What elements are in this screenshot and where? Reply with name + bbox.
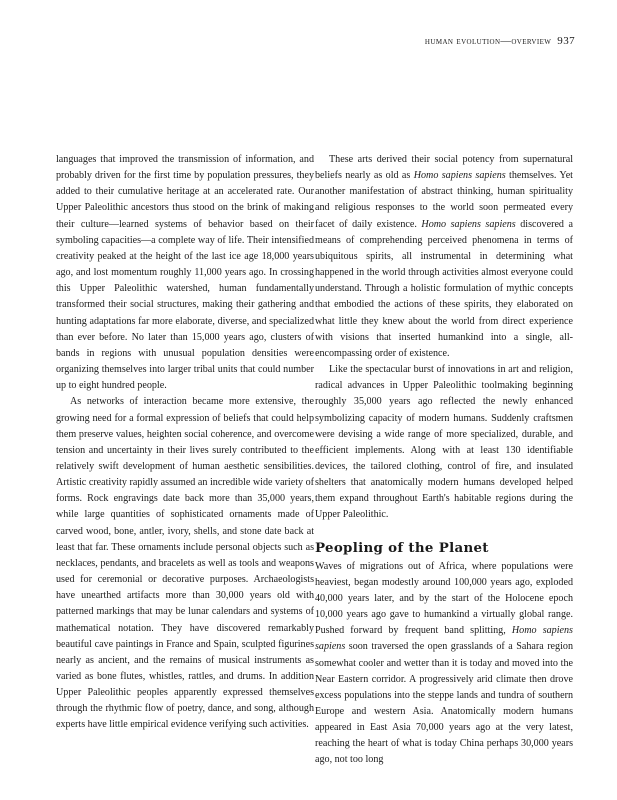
paragraph: languages that improved the transmission of information, and probably driven for the first time by population pressures, they added to their cumulative heritage at an accelerated rate. Our Upper Paleolithic ancestors thus stood on the brink of making their culture—learned systems of behavior based on their symboling capacities—a complete way of life. Their intensified creativity peaked at the height of the last ice age 18,000 years ago, and lost momentum roughly 11,000 years ago. In crossing this Upper Paleolithic watershed, human fundamentally transformed their social structures, making their gathering and hunting adaptations far more elaborate, diverse, and specialized than ever before. No later than 15,000 years ago, clusters of bands in regions with unusual population densities were organizing themselves into larger tribal units that could number up to eight hundred people. [56, 154, 314, 392]
text-run: Waves of migrations out of Africa, where populations were heaviest, began modestly around 100,000 years ago, exploded 40,000 years later, and by the start of the Holocene epoch 10,000 years ago gave to humankind a virtually global range. Pushed forward by frequent band splitting, [315, 560, 573, 637]
text-run: themselves. Yet another manifestation of abstract thinking, human spirituality and religious responses to the world soon permeated every facet of daily existence. [315, 170, 573, 230]
species-name: Homo sapiens sapiens [421, 218, 516, 230]
section-heading: Peopling of the Planet [315, 539, 489, 556]
running-header [425, 35, 575, 47]
paragraph [315, 559, 573, 769]
paragraph [315, 152, 573, 362]
paragraph: Like the spectacular burst of innovations in art and religion, radical advances in Upper Paleolithic toolmaking beginning roughly 35,000 years ago reflected the newly enhanced symbolizing capacity of modern humans. Suddenly craftsmen were devising a wide range of more specialized, durable, and efficient implements. Along with at least 130 identifiable devices, the tailored clothing, control of fire, and insulated shelters that anatomically modern humans developed helped them expand throughout Earth's habitable regions during the Upper Paleolithic. [315, 364, 573, 521]
page-number: 937 [557, 35, 575, 47]
species-name: Homo sapiens sapiens [413, 170, 506, 182]
right-column [315, 152, 573, 769]
running-title: human evolution—overview [424, 36, 552, 47]
paragraph: As networks of interaction became more extensive, the growing need for a formal expression of beliefs that could help them preserve values, heighten social coherence, and overcome tension and uncertainty in their lives surely contributed to the relatively swift development of human aesthetic sensibilities. Artistic creativity rapidly assumed an incredible wide variety of forms. Rock engravings date back more than 35,000 years, while large quantities of sophisticated ornaments made of carved wood, bone, antler, ivory, shells, and stone date back at least that far. These ornaments include personal objects such as necklaces, pendants, and bracelets as well as tools and weapons used for ceremonial or decorative purposes. Archaeologists have unearthed artifacts more than 30,000 years old with patterned markings that may be lunar calendars and systems of mathematical notation. They have discovered remarkably beautiful cave paintings in France and Spain, sculpted figurines nearly as ancient, and the remains of musical instruments as varied as bone flutes, whistles, rattles, and drums. In addition Upper Paleolithic peoples apparently expressed themselves through the rhythmic flow of poetry, dance, and song, although experts have little empirical evidence verifying such activities. [56, 396, 314, 731]
text-run: soon traversed the open grasslands of a Sahara region somewhat cooler and wetter than it is today and moved into the Near Eastern corridor. A progressively arid climate then drove excess populations into the steppe lands and tundra of southern Europe and western Asia. Anatomically modern humans appeared in East Asia 70,000 years ago at the very latest, reaching the heart of what is today China perhaps 30,000 years ago, not too long [315, 641, 573, 766]
text-run: discovered a means of comprehending perceived phenomena in terms of ubiquitous spirits, all instrumental in determining what happened in the world through activities almost everyone could understand. Through a holistic formulation of mythic concepts that embodied the actions of these spirits, they elaborated on what little they knew about the world from direct experience with visions that inserted humankind into a single, all-encompassing order of existence. [315, 218, 573, 359]
text-run: These arts derived their social potency from supernatural beliefs nearly as old as [315, 154, 573, 182]
left-column [56, 152, 314, 734]
species-name: Homo sapiens sapiens [315, 625, 573, 653]
